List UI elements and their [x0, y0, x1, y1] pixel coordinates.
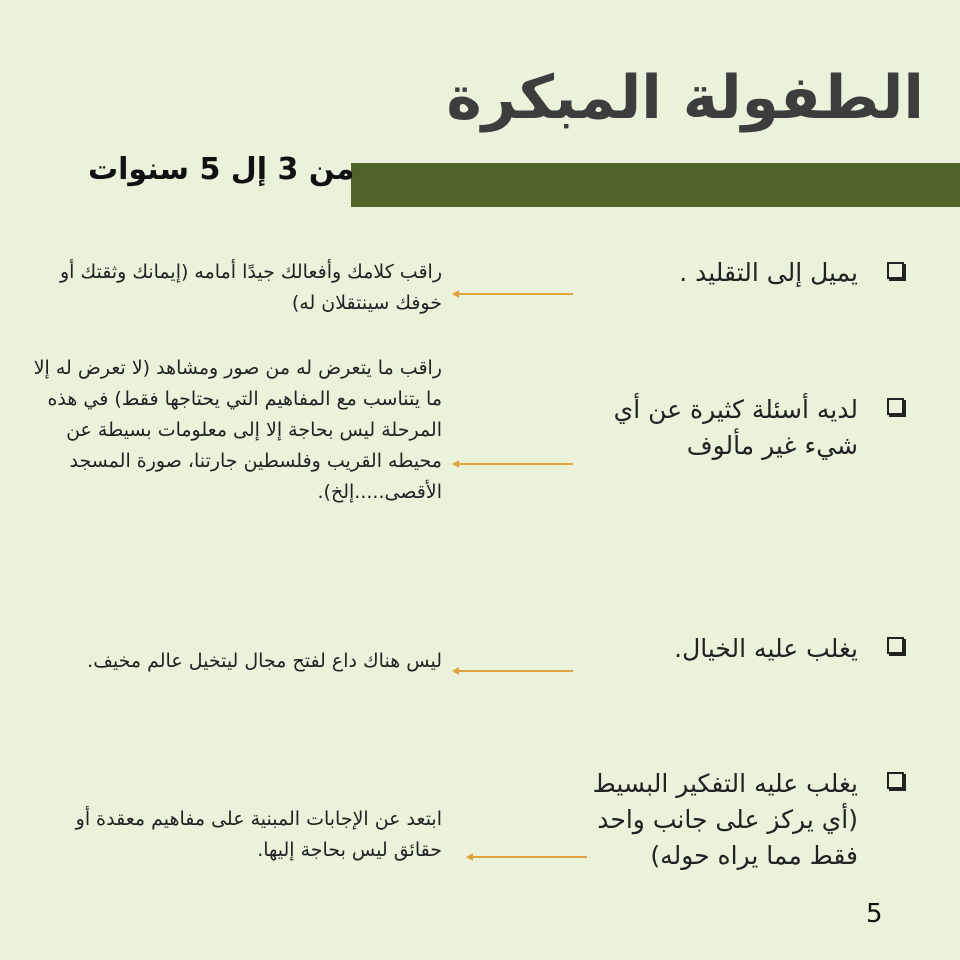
checkbox-icon [887, 398, 904, 415]
trait-questions: لديه أسئلة كثيرة عن أي شيء غير مألوف [613, 395, 858, 460]
note-imagination: ليس هناك داع لفتح مجال ليتخيل عالم مخيف. [87, 650, 442, 672]
checkbox-icon [887, 262, 904, 279]
checkbox-icon [887, 772, 904, 789]
page-title: الطفولة المبكرة [446, 63, 924, 133]
trait-simple-thinking: يغلب عليه التفكير البسيط (أي يركز على جانب واحد فقط مما يراه حوله) [592, 769, 858, 870]
arrow-left-icon [458, 670, 573, 672]
note-questions: راقب ما يتعرض له من صور ومشاهد (لا تعرض له إلا ما يتناسب مع المفاهيم التي يحتاجها فقط) في هذه المرحلة ليس بحاجة إلا إلى معلومات بسيطة عن محيطه القريب وفلسطين جارتنا، صورة المسجد الأقصى.....إلخ). [33, 357, 442, 503]
arrow-left-icon [458, 463, 573, 465]
checkbox-icon [887, 637, 904, 654]
trait-imagination: يغلب عليه الخيال. [674, 634, 858, 663]
note-imitation: راقب كلامك وأفعالك جيدًا أمامه (إيمانك وثقتك أو خوفك سينتقلان له) [59, 261, 442, 314]
arrow-left-icon [458, 293, 573, 295]
arrow-left-icon [472, 856, 587, 858]
age-range-subtitle: من 3 إل 5 سنوات [88, 152, 355, 187]
subtitle-band [351, 163, 960, 207]
trait-imitation: يميل إلى التقليد . [679, 258, 858, 287]
note-simple-thinking: ابتعد عن الإجابات المبنية على مفاهيم معقدة أو حقائق ليس بحاجة إليها. [75, 808, 442, 861]
page-number: 5 [866, 899, 883, 929]
